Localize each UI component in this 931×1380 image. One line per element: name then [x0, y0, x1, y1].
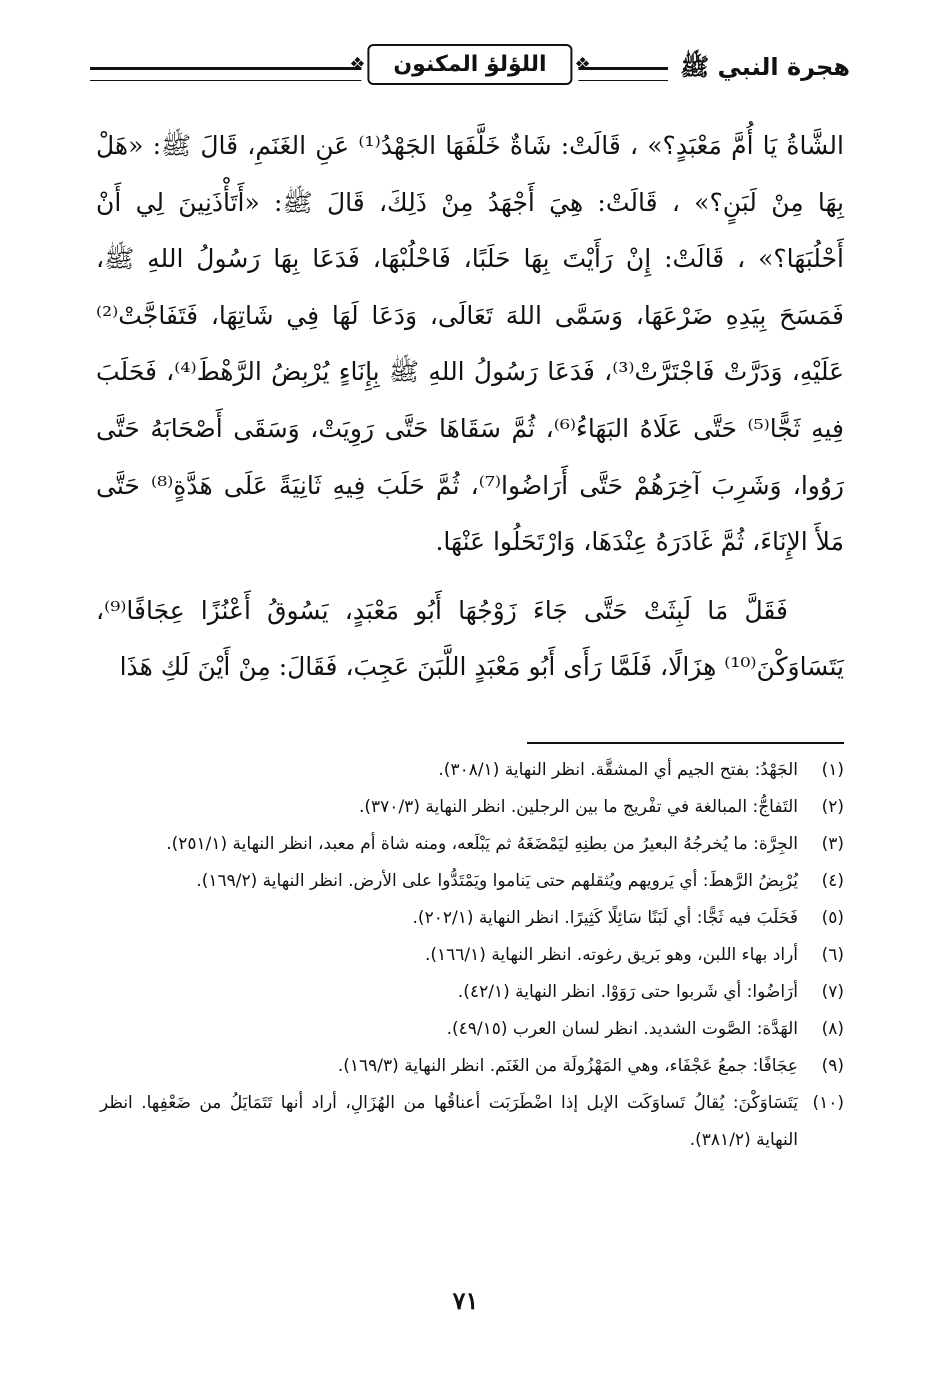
- footnote-number: (١٠): [812, 1093, 844, 1113]
- footnote-text: عِجَافًا: جمعُ عَجْفَاء، وهي المَهْزُولَة من الغَنَم. انظر النهاية (١٦٩/٣).: [337, 1056, 798, 1076]
- footnote-divider: [527, 742, 844, 744]
- footnote: [100, 863, 844, 900]
- footnote-number: (٤): [821, 871, 844, 891]
- footnote-text: الهَدَّة: الصَّوت الشديد. انظر لسان العرب (٤٩/١٥).: [446, 1019, 798, 1039]
- footnote-number: (٦): [821, 945, 844, 965]
- footnote: [100, 752, 844, 789]
- footnote-text: الجِرَّة: ما يُخرجُهُ البعيرُ من بطنِهِ ليَمْضَغَهُ ثم يَبْلَعه، ومنه شاة أم معبد، انظر النهاية (٢٥١/١).: [166, 834, 798, 854]
- footnote-number: (٧): [821, 982, 844, 1002]
- footnote-number: (٢): [821, 797, 844, 817]
- body-paragraph-1: الشَّاةُ يَا أُمَّ مَعْبَدٍ؟» ، قَالَتْ: شَاةٌ خَلَّفَهَا الجَهْدُ⁽¹⁾ عَنِ الغَنَمِ، قَالَ ﷺ: «هَلْ بِهَا مِنْ لَبَنٍ؟» ، قَالَتْ: هِيَ أَجْهَدُ مِنْ ذَلِكَ، قَالَ ﷺ: «أَتَأْذَنِينَ لِي أَنْ أَحْلُبَهَا؟» ، قَالَتْ: إِنْ رَأَيْتَ بِهَا حَلَبًا، فَاحْلُبْهَا، فَدَعَا بِهَا رَسُولُ اللهِ ﷺ، فَمَسَحَ بِيَدِهِ ضَرْعَهَا، وَسَمَّى اللهَ تَعَالَى، وَدَعَا لَهَا فِي شَاتِهَا، فَتَفَاجَّتْ⁽²⁾ عَلَيْهِ، وَدَرَّتْ فَاجْتَرَّتْ⁽³⁾، فَدَعَا رَسُولُ اللهِ ﷺ بِإِنَاءٍ يُرْبِضُ الرَّهْطَ⁽⁴⁾، فَحَلَبَ فِيهِ ثَجًّا⁽⁵⁾ حَتَّى عَلَاهُ البَهَاءُ⁽⁶⁾، ثُمَّ سَقَاهَا حَتَّى رَوِيَتْ، وَسَقَى أَصْحَابَهُ حَتَّى رَوُوا، وَشَرِبَ آخِرَهُمْ حَتَّى أَرَاضُوا⁽⁷⁾، ثُمَّ حَلَبَ فِيهِ ثَانِيَةً عَلَى هَدَّةٍ⁽⁸⁾ حَتَّى مَلأَ الإِنَاءَ، ثُمَّ غَادَرَهُ عِنْدَهَا، وَارْتَحَلُوا عَنْهَا.: [96, 131, 845, 557]
- main-text: [96, 118, 844, 696]
- footnote-text: أراد بهاء اللبن، وهو بَريق رغوته. انظر النهاية (١٦٦/١).: [424, 945, 798, 965]
- footnote-text: يُرْبِضُ الرَّهطَ: أي يَرويهم ويُثقلهم حتى يَناموا ويَمْتَدُّوا على الأرض. انظر النهاية (١٦٩/٢).: [196, 871, 798, 891]
- footnote: [100, 974, 844, 1011]
- page-number: ٧١: [452, 1286, 479, 1315]
- footnote: [100, 826, 844, 863]
- footnote-number: (٩): [821, 1056, 844, 1076]
- book-title-ornament: [361, 44, 578, 85]
- footnote-number: (٨): [821, 1019, 844, 1039]
- footnote: [100, 789, 844, 826]
- footnote-number: (٥): [821, 908, 844, 928]
- footnote: [100, 1048, 844, 1085]
- footnote-number: (٣): [821, 834, 844, 854]
- footnote: [100, 1085, 844, 1159]
- footnote-number: (١): [821, 760, 844, 780]
- footnotes: [100, 752, 844, 1159]
- body-paragraph-2: فَقَلَّ مَا لَبِثَتْ حَتَّى جَاءَ زَوْجُهَا أَبُو مَعْبَدٍ، يَسُوقُ أَعْنُزًا عِجَافًا⁽⁹⁾، يَتَسَاوَكْنَ⁽¹⁰⁾ هِزَالًا، فَلَمَّا رَأَى أَبُو مَعْبَدٍ اللَّبَنَ عَجِبَ، فَقَالَ: مِنْ أَيْنَ لَكِ هَذَا: [96, 595, 844, 682]
- footnote-text: يَتَسَاوَكْنَ: يُقالُ تَساوَكَت الإبل إذا اضْطَرَبَت أعناقُها من الهُزَالِ، أراد أنها تَتَمَايَلُ من ضَعْفِها. انظر النهاية (٣٨١/٢).: [100, 1093, 798, 1150]
- footnote: [100, 1011, 844, 1048]
- book-title: ❖ اللؤلؤ المكنون ❖: [367, 44, 572, 85]
- page-header: [90, 50, 850, 100]
- chapter-title: هجرة النبي ﷺ: [668, 52, 850, 87]
- footnote: [100, 937, 844, 974]
- footnote-text: فَحَلَبَ فيه ثَجًّا: أي لَبَنًا سَائِلًا كَثِيرًا. انظر النهاية (٢٠٢/١).: [412, 908, 798, 928]
- footnote-text: التَفاجُّ: المبالغة في تفْريج ما بين الرجلين. انظر النهاية (٣٧٠/٣).: [359, 797, 798, 817]
- footnote: [100, 900, 844, 937]
- footnote-text: الجَهْدُ: بفتح الجيم أي المشقَّة. انظر النهاية (٣٠٨/١).: [438, 760, 798, 780]
- footnote-text: أرَاضُوا: أي شَربوا حتى رَوَوْا. انظر النهاية (٤٢/١).: [457, 982, 798, 1002]
